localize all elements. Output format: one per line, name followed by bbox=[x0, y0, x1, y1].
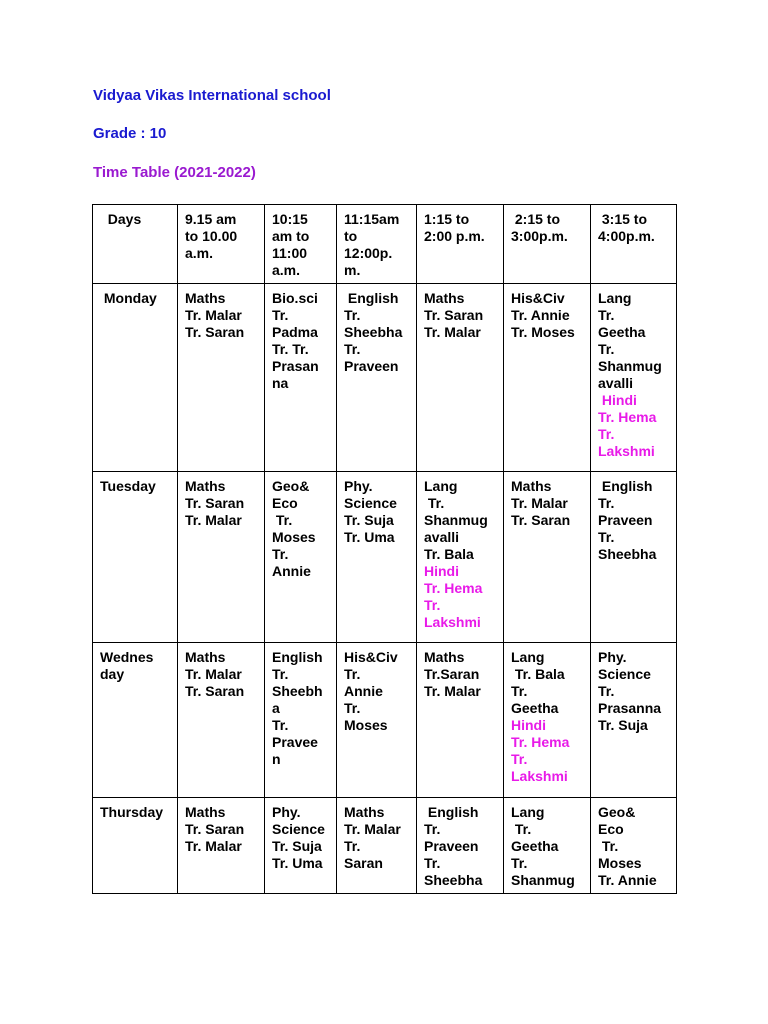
cell-text: Phy. bbox=[272, 804, 301, 820]
cell-text: Tr. Bala bbox=[424, 546, 474, 562]
cell-text: Geo& bbox=[272, 478, 310, 494]
header-period-1 bbox=[178, 205, 265, 284]
header-text: to bbox=[344, 228, 358, 244]
cell-text: English bbox=[272, 649, 323, 665]
cell-text: Tr. Saran bbox=[424, 307, 484, 323]
cell-text: Tr. Suja bbox=[272, 838, 322, 854]
period-cell bbox=[591, 643, 677, 798]
cell-text: Eco bbox=[598, 821, 624, 837]
cell-text: Maths bbox=[424, 649, 465, 665]
header-text: 2:15 to bbox=[511, 211, 561, 227]
timetable bbox=[92, 204, 677, 894]
cell-text: Tr. Malar bbox=[185, 307, 242, 323]
cell-text: His&Civ bbox=[344, 649, 398, 665]
period-cell bbox=[504, 798, 591, 894]
cell-text: Tr. Saran bbox=[185, 683, 245, 699]
table-row bbox=[93, 284, 677, 472]
cell-text: Tr. Malar bbox=[185, 666, 242, 682]
cell-text: Geetha bbox=[511, 700, 559, 716]
cell-text: Tr. Suja bbox=[598, 717, 648, 733]
cell-text: Science bbox=[598, 666, 651, 682]
cell-text: Tr. bbox=[424, 821, 441, 837]
period-cell bbox=[417, 798, 504, 894]
header-text: 1:15 to bbox=[424, 211, 470, 227]
period-cell bbox=[417, 472, 504, 643]
table-row bbox=[93, 643, 677, 798]
hindi-teacher-text: Tr. bbox=[598, 426, 615, 442]
hindi-teacher-text: Hindi bbox=[511, 717, 546, 733]
cell-text: Saran bbox=[344, 855, 383, 871]
header-text: 11:00 bbox=[272, 245, 308, 261]
cell-text: Geetha bbox=[598, 324, 646, 340]
period-cell bbox=[265, 643, 337, 798]
timetable-title: Time Table (2021-2022) bbox=[93, 164, 256, 181]
period-cell bbox=[265, 284, 337, 472]
hindi-teacher-text: Tr. bbox=[511, 751, 528, 767]
cell-text: Tr. Malar bbox=[424, 324, 481, 340]
cell-text: Pravee bbox=[272, 734, 318, 750]
hindi-teacher-text: Hindi bbox=[598, 392, 637, 408]
cell-text: Lang bbox=[424, 478, 458, 494]
period-cell bbox=[504, 472, 591, 643]
cell-text: Tr. bbox=[598, 495, 615, 511]
hindi-teacher-text: Tr. Hema bbox=[424, 580, 483, 596]
cell-text: Tr. Malar bbox=[424, 683, 481, 699]
cell-text: avalli bbox=[424, 529, 460, 545]
cell-text: Tr. bbox=[344, 666, 361, 682]
cell-text: Tr. bbox=[511, 821, 532, 837]
cell-text: Moses bbox=[344, 717, 388, 733]
hindi-teacher-text: Lakshmi bbox=[511, 768, 568, 784]
hindi-teacher-text: Hindi bbox=[424, 563, 459, 579]
period-cell bbox=[178, 284, 265, 472]
day-cell bbox=[93, 284, 178, 472]
period-cell bbox=[265, 472, 337, 643]
header-text: 9.15 am bbox=[185, 211, 237, 227]
header-days bbox=[93, 205, 178, 284]
cell-text: Tr. Saran bbox=[185, 495, 245, 511]
cell-text: Tr. Malar bbox=[511, 495, 568, 511]
cell-text: Tr. Annie bbox=[598, 872, 657, 888]
header-text: a.m. bbox=[185, 245, 214, 261]
period-cell bbox=[265, 798, 337, 894]
header-text: m. bbox=[344, 262, 361, 278]
cell-text: Sheebha bbox=[598, 546, 657, 562]
period-cell bbox=[417, 643, 504, 798]
cell-text: Tr. Malar bbox=[185, 512, 242, 528]
header-text: am to bbox=[272, 228, 310, 244]
cell-text: Prasan bbox=[272, 358, 319, 374]
cell-text: Tr. bbox=[598, 307, 615, 323]
cell-text: Sheebha bbox=[424, 872, 483, 888]
cell-text: Tr. Moses bbox=[511, 324, 575, 340]
period-cell bbox=[337, 798, 417, 894]
period-cell bbox=[178, 798, 265, 894]
cell-text: Tr. bbox=[598, 683, 615, 699]
table-row bbox=[93, 472, 677, 643]
day-cell bbox=[93, 472, 178, 643]
cell-text: Phy. bbox=[598, 649, 627, 665]
cell-text: English bbox=[424, 804, 479, 820]
cell-text: Sheebha bbox=[344, 324, 403, 340]
cell-text: Tr. bbox=[598, 529, 615, 545]
cell-text: Tr. bbox=[344, 341, 361, 357]
cell-text: Phy. bbox=[344, 478, 373, 494]
header-text: 11:15am bbox=[344, 211, 400, 227]
cell-text: Science bbox=[344, 495, 397, 511]
cell-text: Geetha bbox=[511, 838, 559, 854]
cell-text: Tr. bbox=[598, 341, 615, 357]
cell-text: Maths bbox=[185, 290, 226, 306]
header-text: Days bbox=[100, 211, 142, 227]
cell-text: Tr. Tr. bbox=[272, 341, 309, 357]
cell-text: Tr. bbox=[272, 546, 289, 562]
cell-text: a bbox=[272, 700, 280, 716]
period-cell bbox=[417, 284, 504, 472]
cell-text: Tr. bbox=[424, 855, 441, 871]
table-header-row bbox=[93, 205, 677, 284]
header-period-2 bbox=[265, 205, 337, 284]
cell-text: Maths bbox=[185, 804, 226, 820]
cell-text: Tr. Suja bbox=[344, 512, 394, 528]
header-text: 10:15 bbox=[272, 211, 308, 227]
header-period-3 bbox=[337, 205, 417, 284]
cell-text: Shanmug bbox=[511, 872, 575, 888]
cell-text: avalli bbox=[598, 375, 634, 391]
cell-text: Lang bbox=[598, 290, 632, 306]
cell-text: Praveen bbox=[344, 358, 399, 374]
cell-text: Tr. bbox=[511, 855, 528, 871]
period-cell bbox=[504, 284, 591, 472]
cell-text: Shanmug bbox=[424, 512, 488, 528]
cell-text: Maths bbox=[424, 290, 465, 306]
day-cell bbox=[93, 643, 178, 798]
cell-text: Tr. Saran bbox=[185, 324, 245, 340]
cell-text: Tr. Uma bbox=[344, 529, 395, 545]
school-name: Vidyaa Vikas International school bbox=[93, 87, 331, 104]
hindi-teacher-text: Tr. bbox=[424, 597, 441, 613]
period-cell bbox=[337, 472, 417, 643]
hindi-teacher-text: Tr. Hema bbox=[511, 734, 570, 750]
period-cell bbox=[591, 798, 677, 894]
cell-text: Geo& bbox=[598, 804, 636, 820]
header-period-4 bbox=[417, 205, 504, 284]
hindi-teacher-text: Lakshmi bbox=[424, 614, 481, 630]
header-text: 12:00p. bbox=[344, 245, 393, 261]
hindi-teacher-text: Lakshmi bbox=[598, 443, 655, 459]
header-period-6 bbox=[591, 205, 677, 284]
cell-text: Tr. Malar bbox=[185, 838, 242, 854]
cell-text: Lang bbox=[511, 649, 545, 665]
grade-label: Grade : 10 bbox=[93, 125, 167, 142]
cell-text: Tr. bbox=[344, 838, 361, 854]
cell-text: Tr. Malar bbox=[344, 821, 401, 837]
period-cell bbox=[337, 643, 417, 798]
cell-text: Maths bbox=[185, 649, 226, 665]
period-cell bbox=[591, 472, 677, 643]
header-text: a.m. bbox=[272, 262, 301, 278]
day-label: Tuesday bbox=[100, 478, 156, 494]
cell-text: Shanmug bbox=[598, 358, 662, 374]
cell-text: English bbox=[598, 478, 653, 494]
period-cell bbox=[591, 284, 677, 472]
cell-text: Tr. Saran bbox=[511, 512, 571, 528]
cell-text: Moses bbox=[272, 529, 316, 545]
cell-text: Maths bbox=[344, 804, 385, 820]
cell-text: Tr. bbox=[424, 495, 445, 511]
cell-text: English bbox=[344, 290, 399, 306]
cell-text: Padma bbox=[272, 324, 318, 340]
cell-text: Eco bbox=[272, 495, 298, 511]
cell-text: na bbox=[272, 375, 289, 391]
cell-text: Moses bbox=[598, 855, 642, 871]
table-row bbox=[93, 798, 677, 894]
cell-text: His&Civ bbox=[511, 290, 565, 306]
cell-text: Annie bbox=[272, 563, 311, 579]
header-text: 2:00 p.m. bbox=[424, 228, 485, 244]
header-text: 4:00p.m. bbox=[598, 228, 655, 244]
cell-text: Tr. bbox=[598, 838, 619, 854]
cell-text: Maths bbox=[185, 478, 226, 494]
day-label: Wednes bbox=[100, 649, 154, 665]
cell-text: Tr.Saran bbox=[424, 666, 480, 682]
header-text: to 10.00 bbox=[185, 228, 238, 244]
cell-text: Sheebh bbox=[272, 683, 323, 699]
period-cell bbox=[337, 284, 417, 472]
cell-text: Tr. bbox=[272, 307, 289, 323]
cell-text: Prasanna bbox=[598, 700, 662, 716]
cell-text: Praveen bbox=[424, 838, 479, 854]
day-label: Thursday bbox=[100, 804, 164, 820]
cell-text: Tr. Saran bbox=[185, 821, 245, 837]
header-period-5 bbox=[504, 205, 591, 284]
day-cell bbox=[93, 798, 178, 894]
header-text: 3:15 to bbox=[598, 211, 648, 227]
cell-text: Annie bbox=[344, 683, 383, 699]
cell-text: n bbox=[272, 751, 281, 767]
cell-text: Maths bbox=[511, 478, 552, 494]
cell-text: Tr. bbox=[272, 666, 289, 682]
cell-text: Tr. bbox=[344, 700, 361, 716]
day-label: Monday bbox=[100, 290, 157, 306]
period-cell bbox=[504, 643, 591, 798]
cell-text: Tr. Annie bbox=[511, 307, 570, 323]
cell-text: Tr. bbox=[272, 512, 293, 528]
hindi-teacher-text: Tr. Hema bbox=[598, 409, 657, 425]
cell-text: Science bbox=[272, 821, 325, 837]
cell-text: Tr. bbox=[272, 717, 289, 733]
period-cell bbox=[178, 472, 265, 643]
cell-text: Tr. Bala bbox=[511, 666, 565, 682]
cell-text: Tr. bbox=[511, 683, 528, 699]
cell-text: Lang bbox=[511, 804, 545, 820]
cell-text: Tr. bbox=[344, 307, 361, 323]
period-cell bbox=[178, 643, 265, 798]
cell-text: Tr. Uma bbox=[272, 855, 323, 871]
cell-text: Bio.sci bbox=[272, 290, 318, 306]
cell-text: Praveen bbox=[598, 512, 653, 528]
day-label: day bbox=[100, 666, 125, 682]
header-text: 3:00p.m. bbox=[511, 228, 568, 244]
